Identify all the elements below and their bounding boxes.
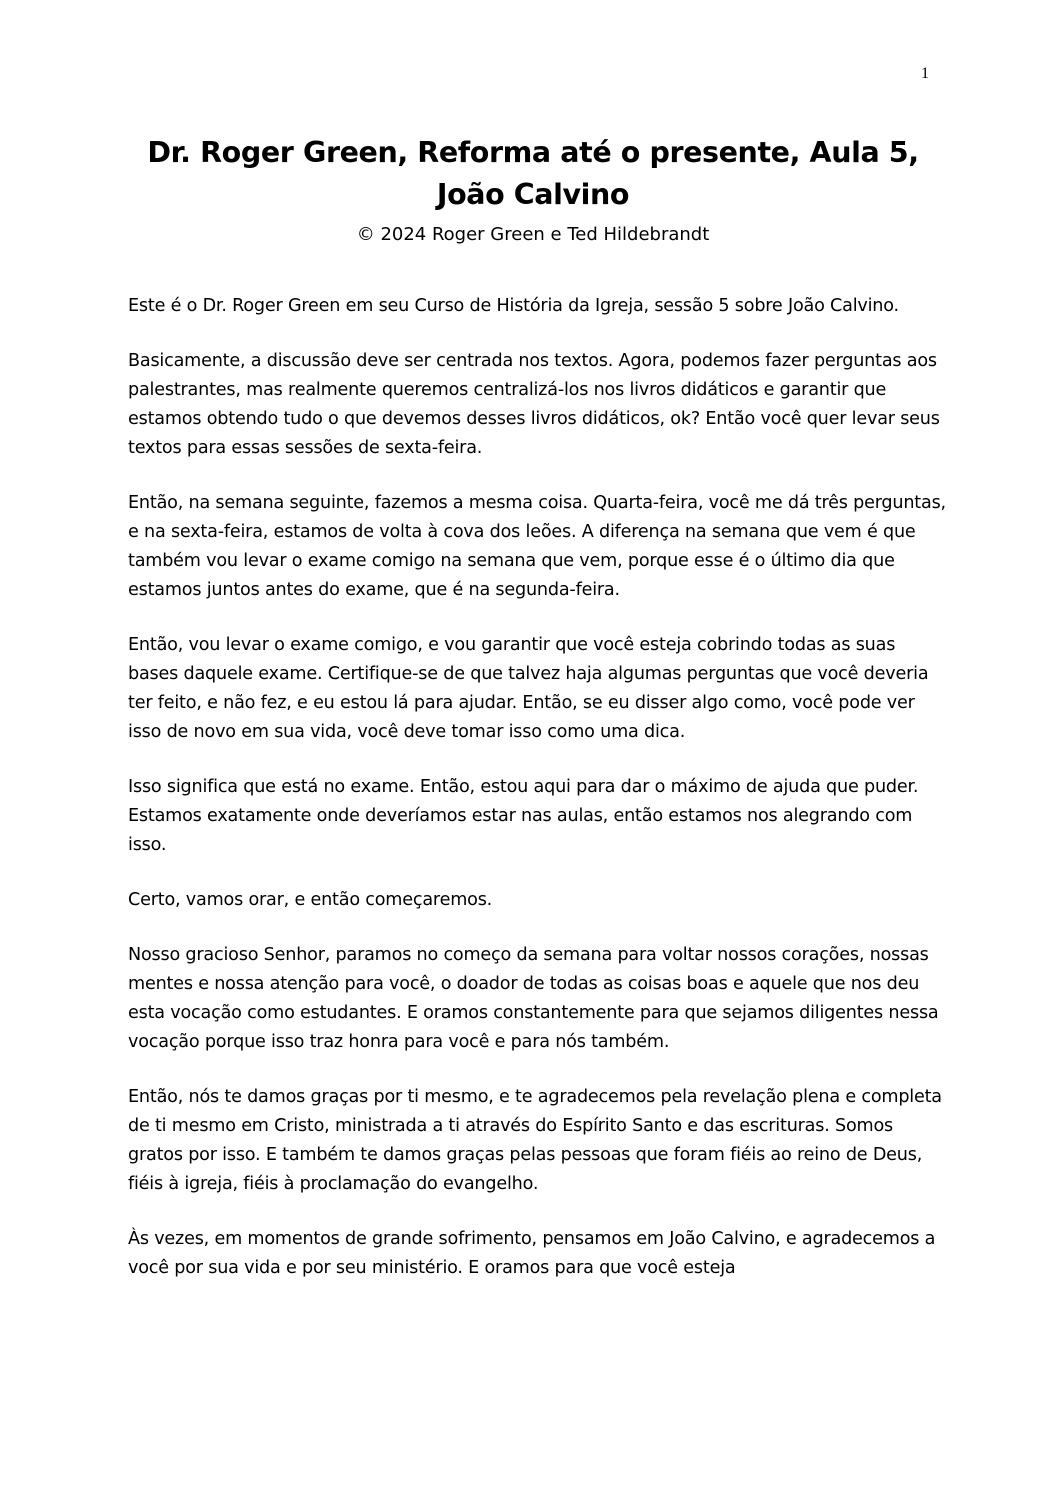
paragraph: Às vezes, em momentos de grande sofrimento, pensamos em João Calvino, e agradecemos a você por sua vida e por seu ministério. E oramos para que você esteja: [128, 1229, 936, 1278]
paragraph: Basicamente, a discussão deve ser centrada nos textos. Agora, podemos fazer perguntas aos palestrantes, mas realmente queremos centralizá-los nos livros didáticos e garantir que estamos obtendo tudo o que devemos desses livros didáticos, ok? Então você quer levar seus textos para essas sessões de sexta-feira.: [128, 351, 940, 458]
paragraph: Nosso gracioso Senhor, paramos no começo da semana para voltar nossos corações, nossas mentes e nossa atenção para você, o doador de todas as coisas boas e aquele que nos deu esta vocação como estudantes. E oramos constantemente para que sejamos diligentes nessa vocação porque isso traz honra para você e para nós também.: [128, 945, 939, 1052]
document-body: [128, 292, 948, 1309]
paragraph: Então, nós te damos graças por ti mesmo, e te agradecemos pela revelação plena e completa de ti mesmo em Cristo, ministrada a ti através do Espírito Santo e das escrituras. Somos gratos por isso. E também te damos graças pelas pessoas que foram fiéis ao reino de Deus, fiéis à igreja, fiéis à proclamação do evangelho.: [128, 1087, 942, 1194]
paragraph: Este é o Dr. Roger Green em seu Curso de História da Igreja, sessão 5 sobre João Calvino.: [128, 296, 899, 316]
paragraph: Certo, vamos orar, e então começaremos.: [128, 890, 493, 910]
title-line-2: João Calvino: [436, 178, 630, 211]
title-line-1: Dr. Roger Green, Reforma até o presente, Aula 5,: [147, 136, 919, 169]
page-number: 1: [921, 65, 929, 82]
paragraph: Então, na semana seguinte, fazemos a mesma coisa. Quarta-feira, você me dá três perguntas, e na sexta-feira, estamos de volta à cova dos leões. A diferença na semana que vem é que também vou levar o exame comigo na semana que vem, porque esse é o último dia que estamos juntos antes do exame, que é na segunda-feira.: [128, 493, 946, 600]
copyright-notice: © 2024 Roger Green e Ted Hildebrandt: [356, 224, 710, 245]
paragraph: Então, vou levar o exame comigo, e vou garantir que você esteja cobrindo todas as suas bases daquele exame. Certifique-se de que talvez haja algumas perguntas que você deveria ter feito, e não fez, e eu estou lá para ajudar. Então, se eu disser algo como, você pode ver isso de novo em sua vida, você deve tomar isso como uma dica.: [128, 635, 929, 742]
document-title: [110, 132, 956, 216]
paragraph: Isso significa que está no exame. Então, estou aqui para dar o máximo de ajuda que puder. Estamos exatamente onde deveríamos estar nas aulas, então estamos nos alegrando com isso.: [128, 777, 919, 855]
